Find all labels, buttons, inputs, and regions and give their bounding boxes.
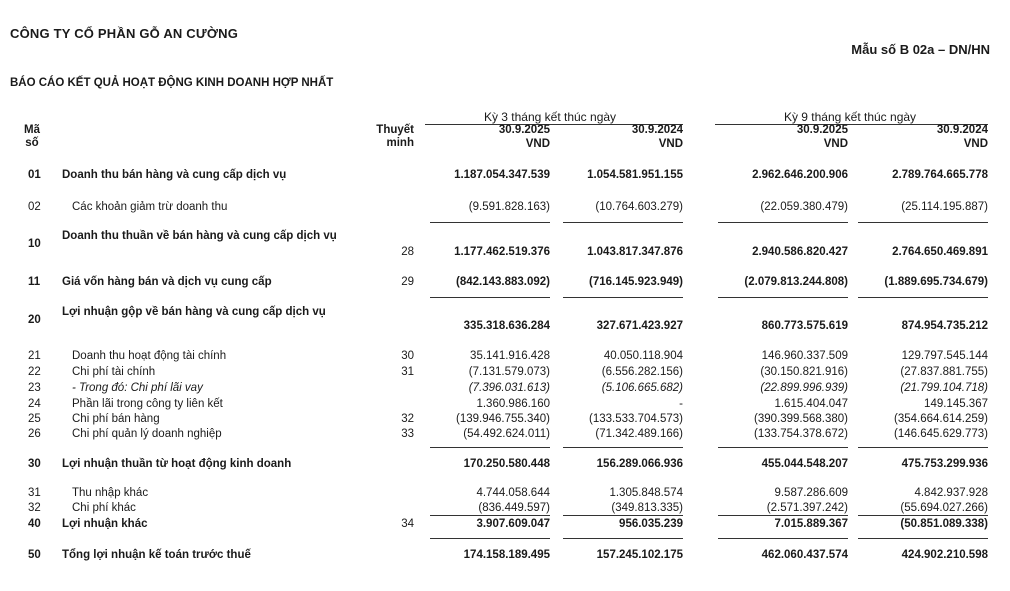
row-label: Doanh thu thuần về bán hàng và cung cấp dịch vụ	[62, 230, 337, 242]
row-value: 1.360.986.160	[476, 398, 550, 410]
subtotal-rule	[563, 515, 683, 516]
row-value: 462.060.437.574	[761, 549, 848, 561]
row-label: Phần lãi trong công ty liên kết	[72, 398, 223, 410]
company-name: CÔNG TY CỔ PHẦN GỖ AN CƯỜNG	[10, 26, 239, 41]
row-value: 4.842.937.928	[914, 487, 988, 499]
subtotal-rule	[858, 515, 988, 516]
subtotal-rule	[718, 515, 848, 516]
row-value: 35.141.916.428	[470, 350, 550, 362]
row-value: (146.645.629.773)	[894, 428, 988, 440]
row-value: (1.889.695.734.679)	[884, 276, 988, 288]
row-label: Chi phí tài chính	[72, 366, 156, 378]
row-value: 146.960.337.509	[761, 350, 848, 362]
subtotal-rule	[858, 538, 988, 539]
row-value: 7.015.889.367	[774, 518, 848, 530]
row-label: Lợi nhuận gộp về bán hàng và cung cấp dịch vụ	[62, 306, 326, 318]
row-code: 30	[28, 458, 41, 470]
row-value: 174.158.189.495	[463, 549, 550, 561]
row-value: 1.054.581.951.155	[587, 169, 683, 181]
row-value: 129.797.545.144	[901, 350, 988, 362]
row-value: (71.342.489.166)	[595, 428, 683, 440]
row-value: 956.035.239	[619, 518, 683, 530]
row-value: (54.492.624.011)	[463, 428, 550, 440]
subtotal-rule	[430, 447, 550, 448]
row-label: Các khoản giảm trừ doanh thu	[72, 201, 228, 213]
row-value: (842.143.883.092)	[456, 276, 550, 288]
row-value: (22.059.380.479)	[760, 201, 848, 213]
row-value: (27.837.881.755)	[900, 366, 988, 378]
row-value: 2.764.650.469.891	[892, 246, 988, 258]
row-label: Doanh thu hoạt động tài chính	[72, 350, 227, 362]
row-value: (22.899.996.939)	[760, 382, 848, 394]
row-code: 24	[28, 398, 41, 410]
row-note: 30	[401, 350, 414, 362]
subtotal-rule	[563, 297, 683, 298]
row-value: 1.615.404.047	[774, 398, 848, 410]
row-value: (7.396.031.613)	[468, 382, 550, 394]
col4-date: 30.9.2024	[936, 124, 988, 136]
row-value: (21.799.104.718)	[900, 382, 988, 394]
row-code: 01	[28, 169, 41, 181]
row-code: 32	[28, 502, 41, 514]
subtotal-rule	[430, 222, 550, 223]
report-title: BÁO CÁO KẾT QUẢ HOẠT ĐỘNG KINH DOANH HỢP NHẤT	[10, 77, 334, 89]
row-value: (30.150.821.916)	[760, 366, 848, 378]
row-value: (6.556.282.156)	[601, 366, 683, 378]
row-value: 475.753.299.936	[901, 458, 988, 470]
col2-unit: VND	[658, 138, 683, 150]
col3-date: 30.9.2025	[796, 124, 848, 136]
row-value: 9.587.286.609	[774, 487, 848, 499]
row-label: Thu nhập khác	[72, 487, 149, 499]
row-code: 02	[28, 201, 41, 213]
subtotal-rule	[718, 447, 848, 448]
col2-date: 30.9.2024	[631, 124, 683, 136]
subtotal-rule	[563, 538, 683, 539]
row-code: 26	[28, 428, 41, 440]
row-code: 20	[28, 314, 41, 326]
row-value: 2.940.586.820.427	[752, 246, 848, 258]
row-value: -	[679, 398, 683, 410]
row-value: (133.533.704.573)	[589, 413, 683, 425]
row-code: 22	[28, 366, 41, 378]
form-number: Mẫu số B 02a – DN/HN	[851, 42, 990, 57]
row-value: (133.754.378.672)	[754, 428, 848, 440]
row-value: (50.851.089.338)	[900, 518, 988, 530]
row-value: 149.145.367	[924, 398, 988, 410]
subtotal-rule	[718, 222, 848, 223]
row-value: (55.694.027.266)	[900, 502, 988, 514]
row-note: 34	[401, 518, 414, 530]
row-value: 335.318.636.284	[463, 320, 550, 332]
row-label: Tổng lợi nhuận kế toán trước thuế	[62, 549, 251, 561]
col4-unit: VND	[963, 138, 988, 150]
row-code: 10	[28, 238, 41, 250]
row-label: Lợi nhuận thuần từ hoạt động kinh doanh	[62, 458, 292, 470]
row-code: 11	[28, 276, 41, 288]
row-value: (836.449.597)	[478, 502, 550, 514]
row-note: 31	[401, 366, 414, 378]
period-3-month-header: Kỳ 3 tháng kết thúc ngày	[483, 110, 617, 124]
row-value: 424.902.210.598	[901, 549, 988, 561]
row-value: (5.106.665.682)	[601, 382, 683, 394]
row-value: 860.773.575.619	[761, 320, 848, 332]
row-label: Giá vốn hàng bán và dịch vụ cung cấp	[62, 276, 272, 288]
row-note: 33	[401, 428, 414, 440]
row-value: 1.187.054.347.539	[454, 169, 550, 181]
subtotal-rule	[718, 538, 848, 539]
row-code: 40	[28, 518, 41, 530]
row-label: Lợi nhuận khác	[62, 518, 148, 530]
row-value: 3.907.609.047	[476, 518, 550, 530]
subtotal-rule	[718, 297, 848, 298]
row-code: 21	[28, 350, 41, 362]
row-code: 50	[28, 549, 41, 561]
subtotal-rule	[858, 222, 988, 223]
row-value: (716.145.923.949)	[589, 276, 683, 288]
row-note: 32	[401, 413, 414, 425]
row-value: (2.079.813.244.808)	[744, 276, 848, 288]
row-value: 4.744.058.644	[476, 487, 550, 499]
subtotal-rule	[563, 222, 683, 223]
period-9-month-header: Kỳ 9 tháng kết thúc ngày	[783, 110, 917, 124]
row-value: (2.571.397.242)	[766, 502, 848, 514]
row-value: 170.250.580.448	[463, 458, 550, 470]
subtotal-rule	[858, 297, 988, 298]
row-value: 1.305.848.574	[609, 487, 683, 499]
row-label: Doanh thu bán hàng và cung cấp dịch vụ	[62, 169, 287, 181]
row-value: 157.245.102.175	[596, 549, 683, 561]
row-value: (25.114.195.887)	[901, 201, 988, 213]
col3-unit: VND	[823, 138, 848, 150]
code-column-header: Mã số	[24, 124, 40, 149]
row-value: 40.050.118.904	[603, 350, 683, 362]
row-note: 28	[401, 246, 414, 258]
row-value: (10.764.603.279)	[595, 201, 683, 213]
row-value: 327.671.423.927	[596, 320, 683, 332]
row-value: 1.043.817.347.876	[587, 246, 683, 258]
row-label: Chi phí bán hàng	[72, 413, 160, 425]
row-value: (390.399.568.380)	[754, 413, 848, 425]
row-code: 31	[28, 487, 41, 499]
row-value: 156.289.066.936	[596, 458, 683, 470]
row-value: 2.962.646.200.906	[752, 169, 848, 181]
row-value: (9.591.828.163)	[468, 201, 550, 213]
subtotal-rule	[430, 538, 550, 539]
row-value: 2.789.764.665.778	[892, 169, 988, 181]
subtotal-rule	[563, 447, 683, 448]
subtotal-rule	[430, 297, 550, 298]
row-value: 455.044.548.207	[761, 458, 848, 470]
subtotal-rule	[858, 447, 988, 448]
row-code: 23	[28, 382, 41, 394]
row-value: (7.131.579.073)	[468, 366, 550, 378]
row-value: (349.813.335)	[611, 502, 683, 514]
subtotal-rule	[430, 515, 550, 516]
row-label: Chi phí quản lý doanh nghiệp	[72, 428, 222, 440]
row-value: 874.954.735.212	[901, 320, 988, 332]
row-note: 29	[401, 276, 414, 288]
col1-date: 30.9.2025	[498, 124, 550, 136]
col1-unit: VND	[525, 138, 550, 150]
row-value: (139.946.755.340)	[456, 413, 550, 425]
note-column-header: Thuyết minh	[376, 124, 414, 149]
row-label: Chi phí khác	[72, 502, 136, 514]
row-value: (354.664.614.259)	[894, 413, 988, 425]
row-value: 1.177.462.519.376	[454, 246, 550, 258]
row-code: 25	[28, 413, 41, 425]
row-label: - Trong đó: Chi phí lãi vay	[72, 382, 203, 394]
